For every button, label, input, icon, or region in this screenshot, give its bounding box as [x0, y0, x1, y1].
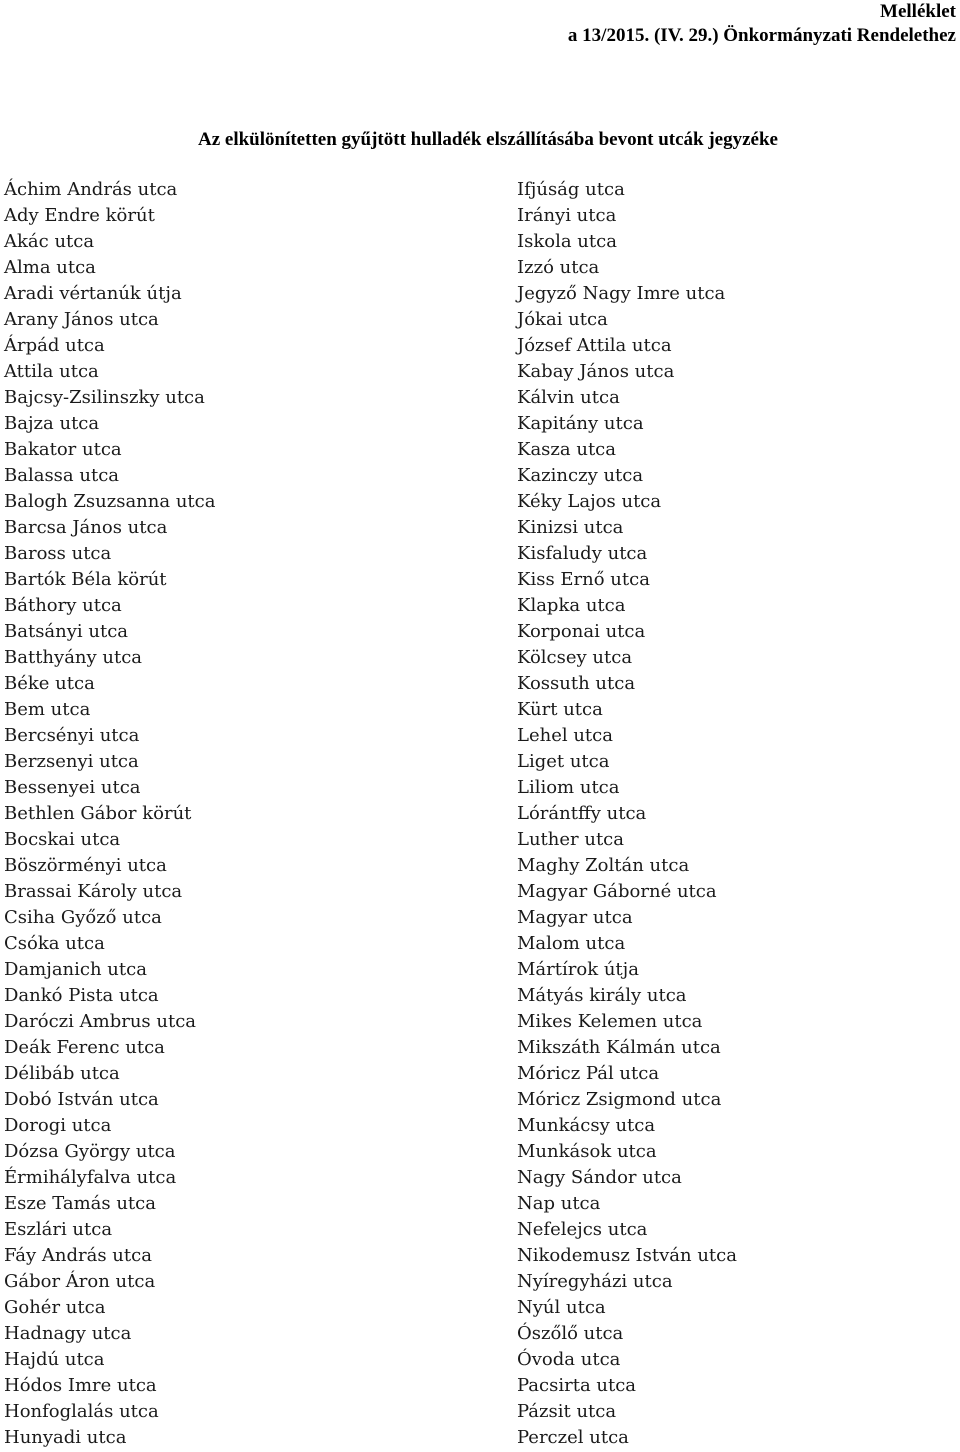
street-item: Deák Ferenc utca: [4, 1037, 165, 1058]
street-item: Kabay János utca: [517, 361, 675, 382]
street-item: Móricz Zsigmond utca: [517, 1089, 722, 1110]
street-item: Nagy Sándor utca: [517, 1167, 682, 1188]
street-item: Malom utca: [517, 933, 626, 954]
street-item: Attila utca: [4, 361, 99, 382]
annex-header: [568, 0, 956, 48]
street-item: Luther utca: [517, 829, 624, 850]
street-item: Alma utca: [4, 257, 96, 278]
street-item: Bethlen Gábor körút: [4, 803, 192, 824]
street-item: Csiha Győző utca: [4, 907, 162, 928]
street-item: Csóka utca: [4, 933, 105, 954]
street-item: Jegyző Nagy Imre utca: [517, 283, 726, 304]
street-item: Bajcsy-Zsilinszky utca: [4, 387, 205, 408]
street-item: Móricz Pál utca: [517, 1063, 660, 1084]
street-item: Bem utca: [4, 699, 91, 720]
street-item: Mártírok útja: [517, 959, 639, 980]
street-item: Maghy Zoltán utca: [517, 855, 690, 876]
street-item: Kiss Ernő utca: [517, 569, 650, 590]
street-item: Mikes Kelemen utca: [517, 1011, 703, 1032]
street-item: Iskola utca: [517, 231, 617, 252]
street-item: Perczel utca: [517, 1427, 629, 1448]
street-item: Kürt utca: [517, 699, 603, 720]
street-item: Báthory utca: [4, 595, 122, 616]
street-item: Hunyadi utca: [4, 1427, 127, 1448]
street-item: Kölcsey utca: [517, 647, 633, 668]
street-item: Balogh Zsuzsanna utca: [4, 491, 216, 512]
street-item: Kisfaludy utca: [517, 543, 648, 564]
street-item: Lórántffy utca: [517, 803, 647, 824]
street-item: Nyíregyházi utca: [517, 1271, 673, 1292]
street-item: Bocskai utca: [4, 829, 121, 850]
street-list-left: [4, 177, 215, 1451]
street-item: Brassai Károly utca: [4, 881, 183, 902]
street-item: Honfoglalás utca: [4, 1401, 159, 1422]
street-item: Kálvin utca: [517, 387, 620, 408]
street-item: Hadnagy utca: [4, 1323, 132, 1344]
street-item: József Attila utca: [517, 335, 672, 356]
street-item: Bercsényi utca: [4, 725, 140, 746]
street-item: Korponai utca: [517, 621, 646, 642]
street-item: Kasza utca: [517, 439, 616, 460]
street-item: Nikodemusz István utca: [517, 1245, 737, 1266]
street-item: Dankó Pista utca: [4, 985, 159, 1006]
street-item: Esze Tamás utca: [4, 1193, 156, 1214]
street-item: Berzsenyi utca: [4, 751, 139, 772]
street-item: Áchim András utca: [4, 179, 178, 200]
street-item: Kinizsi utca: [517, 517, 624, 538]
street-item: Magyar Gáborné utca: [517, 881, 717, 902]
street-item: Jókai utca: [517, 309, 608, 330]
street-item: Aradi vértanúk útja: [4, 283, 182, 304]
street-item: Ady Endre körút: [4, 205, 155, 226]
street-item: Munkások utca: [517, 1141, 657, 1162]
street-item: Klapka utca: [517, 595, 626, 616]
street-item: Dorogi utca: [4, 1115, 112, 1136]
street-item: Arany János utca: [4, 309, 159, 330]
street-item: Árpád utca: [4, 335, 105, 356]
street-item: Batsányi utca: [4, 621, 129, 642]
street-item: Pázsit utca: [517, 1401, 617, 1422]
street-item: Magyar utca: [517, 907, 633, 928]
street-item: Daróczi Ambrus utca: [4, 1011, 197, 1032]
street-item: Bakator utca: [4, 439, 122, 460]
street-item: Irányi utca: [517, 205, 617, 226]
street-item: Dobó István utca: [4, 1089, 159, 1110]
street-item: Óvoda utca: [517, 1349, 621, 1370]
street-item: Kapitány utca: [517, 413, 644, 434]
annex-label: Melléklet: [880, 1, 956, 22]
street-item: Béke utca: [4, 673, 95, 694]
street-item: Nap utca: [517, 1193, 601, 1214]
street-item: Nyúl utca: [517, 1297, 606, 1318]
street-item: Eszlári utca: [4, 1219, 113, 1240]
street-item: Bajza utca: [4, 413, 100, 434]
street-item: Dózsa György utca: [4, 1141, 176, 1162]
street-item: Baross utca: [4, 543, 112, 564]
street-item: Pacsirta utca: [517, 1375, 637, 1396]
street-item: Barcsa János utca: [4, 517, 168, 538]
street-item: Gohér utca: [4, 1297, 106, 1318]
street-item: Gábor Áron utca: [4, 1271, 156, 1292]
street-item: Kazinczy utca: [517, 465, 644, 486]
street-item: Kossuth utca: [517, 673, 636, 694]
street-item: Érmihályfalva utca: [4, 1167, 177, 1188]
street-item: Bartók Béla körút: [4, 569, 167, 590]
street-item: Izzó utca: [517, 257, 600, 278]
street-item: Akác utca: [4, 231, 95, 252]
street-item: Munkácsy utca: [517, 1115, 656, 1136]
street-item: Kéky Lajos utca: [517, 491, 662, 512]
street-item: Batthyány utca: [4, 647, 143, 668]
street-item: Ószőlő utca: [517, 1323, 624, 1344]
street-item: Liget utca: [517, 751, 610, 772]
street-item: Ifjúság utca: [517, 179, 625, 200]
street-item: Balassa utca: [4, 465, 120, 486]
street-item: Nefelejcs utca: [517, 1219, 648, 1240]
street-item: Bessenyei utca: [4, 777, 141, 798]
page-title: Az elkülönítetten gyűjtött hulladék elszállításába bevont utcák jegyzéke: [197, 129, 778, 150]
street-item: Hajdú utca: [4, 1349, 105, 1370]
street-item: Fáy András utca: [4, 1245, 152, 1266]
street-item: Damjanich utca: [4, 959, 147, 980]
street-item: Hódos Imre utca: [4, 1375, 157, 1396]
street-list-right: [517, 177, 737, 1451]
street-item: Mikszáth Kálmán utca: [517, 1037, 721, 1058]
street-item: Liliom utca: [517, 777, 620, 798]
street-item: Böszörményi utca: [4, 855, 167, 876]
annex-reference: a 13/2015. (IV. 29.) Önkormányzati Rendelethez: [567, 25, 956, 46]
street-item: Délibáb utca: [4, 1063, 120, 1084]
street-item: Mátyás király utca: [517, 985, 687, 1006]
street-item: Lehel utca: [517, 725, 613, 746]
